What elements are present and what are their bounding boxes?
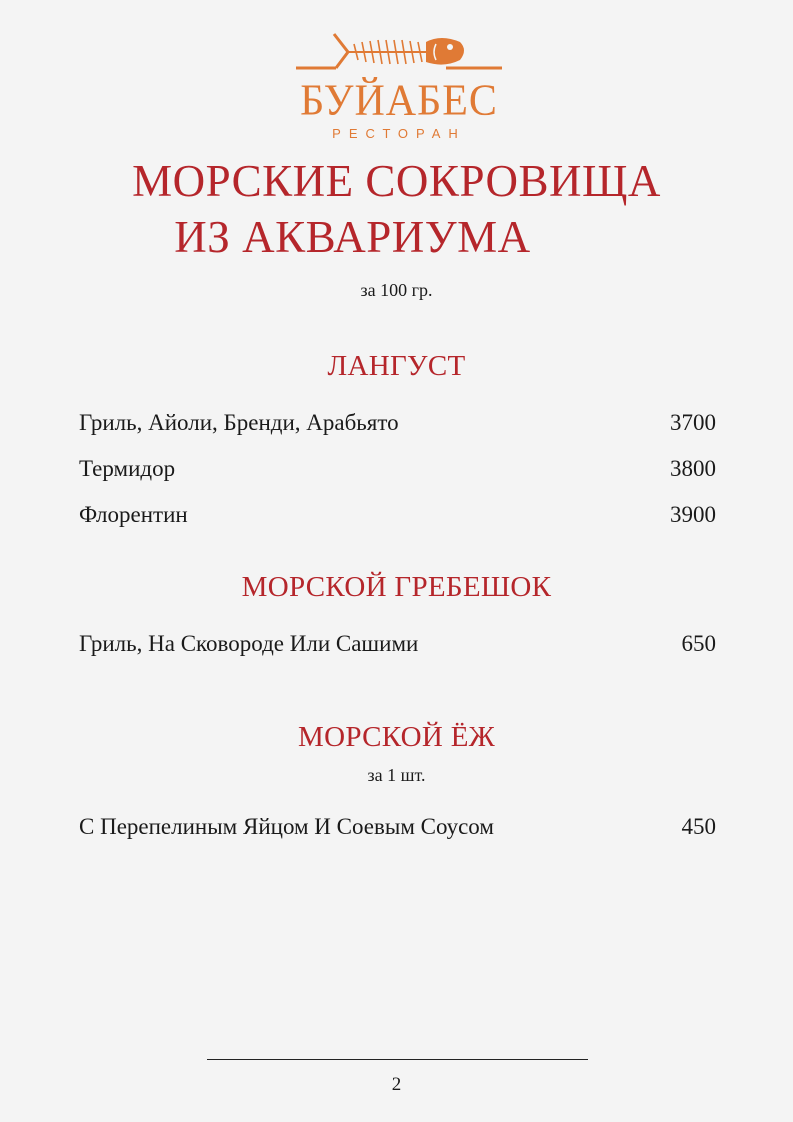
- menu-item-price: 3800: [670, 456, 716, 481]
- menu-item-price: 650: [681, 631, 716, 656]
- menu-item-name: Гриль, На Сковороде Или Сашими: [79, 631, 419, 656]
- page-title-line-2: ИЗ АКВАРИУМА: [174, 212, 531, 262]
- section-title-scallop: МОРСКОЙ ГРЕБЕШОК: [241, 571, 552, 603]
- menu-item-price: 3700: [670, 410, 716, 435]
- section-title-langust: ЛАНГУСТ: [327, 350, 466, 382]
- menu-item: [79, 629, 716, 659]
- menu-item: [79, 812, 716, 842]
- section-title-sea-urchin: МОРСКОЙ ЁЖ: [297, 721, 495, 753]
- menu-item-name: С Перепелиным Яйцом И Соевым Соусом: [79, 814, 494, 839]
- page-number: 2: [391, 1074, 402, 1095]
- menu-item-name: Флорентин: [79, 502, 188, 527]
- footer-divider: [207, 1059, 588, 1060]
- menu-item: [79, 454, 716, 484]
- unit-note: за 1 шт.: [367, 765, 426, 785]
- menu-item: [79, 408, 716, 438]
- menu-item-price: 3900: [670, 502, 716, 527]
- brand-name: БУЙАБЕС: [300, 76, 498, 126]
- menu-item-name: Гриль, Айоли, Бренди, Арабьято: [79, 410, 399, 435]
- menu-item-price: 450: [681, 814, 716, 839]
- restaurant-logo: [296, 30, 502, 141]
- weight-note: за 100 гр.: [360, 280, 433, 300]
- page-title-line-1: МОРСКИЕ СОКРОВИЩА: [132, 156, 661, 206]
- menu-item: [79, 500, 716, 530]
- menu-item-name: Термидор: [79, 456, 176, 481]
- brand-subtitle: РЕСТОРАН: [332, 126, 466, 141]
